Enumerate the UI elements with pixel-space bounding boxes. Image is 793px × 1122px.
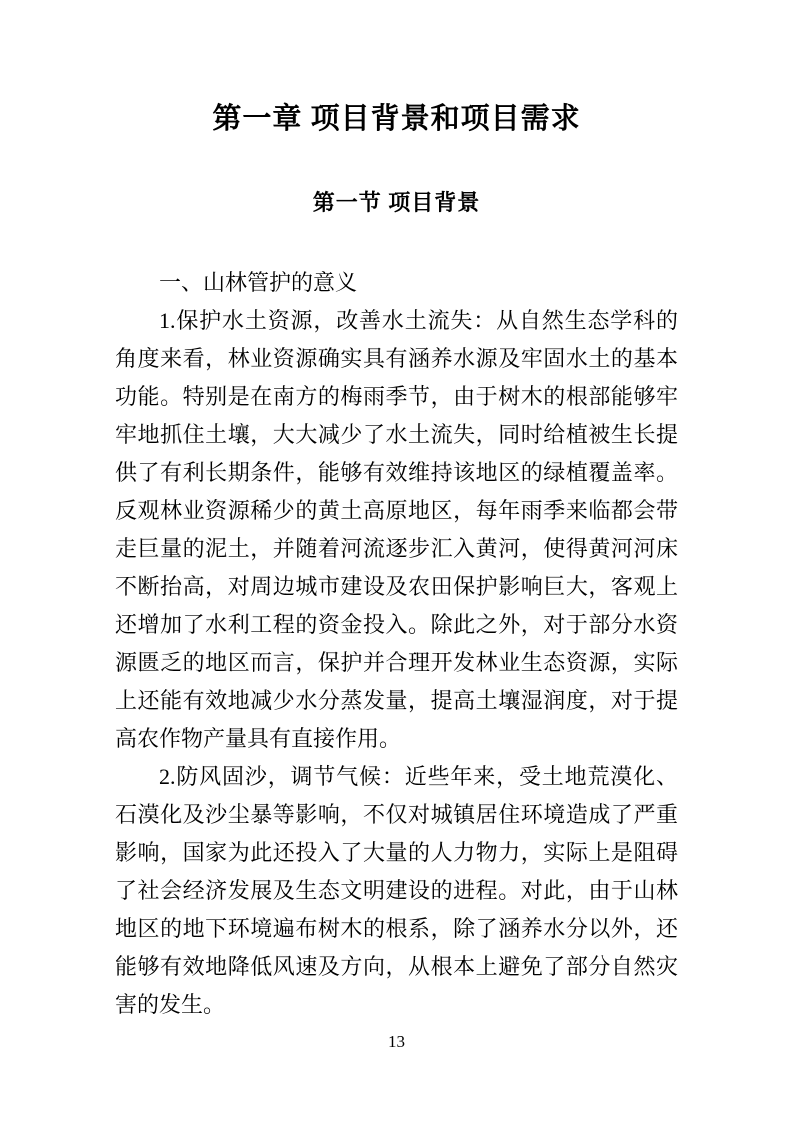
paragraph: 1.保护水土资源，改善水土流失：从自然生态学科的角度来看，林业资源确实具有涵养水源及牢固水土的基本功能。特别是在南方的梅雨季节，由于树木的根部能够牢牢地抓住土壤，大大减少了水土流失，同时给植被生长提供了有利长期条件，能够有效维持该地区的绿植覆盖率。反观林业资源稀少的黄土高原地区，每年雨季来临都会带走巨量的泥土，并随着河流逐步汇入黄河，使得黄河河床不断抬高，对周边城市建设及农田保护影响巨大，客观上还增加了水利工程的资金投入。除此之外，对于部分水资源匮乏的地区而言，保护并合理开发林业生态资源，实际上还能有效地减少水分蒸发量，提高土壤湿润度，对于提高农作物产量具有直接作用。 [115, 308, 678, 751]
page-number: 13 [388, 1032, 405, 1051]
paragraph: 2.防风固沙，调节气候：近些年来，受土地荒漠化、石漠化及沙尘暴等影响，不仅对城镇居住环境造成了严重影响，国家为此还投入了大量的人力物力，实际上是阻碍了社会经济发展及生态文明建设的进程。对此，由于山林地区的地下环境遍布树木的根系，除了涵养水分以外，还能够有效地降低风速及方向，从根本上避免了部分自然灾害的发生。 [115, 764, 678, 1017]
section-title: 第一节 项目背景 [312, 190, 481, 215]
paragraph-heading: 一、山林管护的意义 [159, 270, 358, 295]
document-body [115, 264, 678, 1024]
chapter-title: 第一章 项目背景和项目需求 [212, 103, 581, 135]
